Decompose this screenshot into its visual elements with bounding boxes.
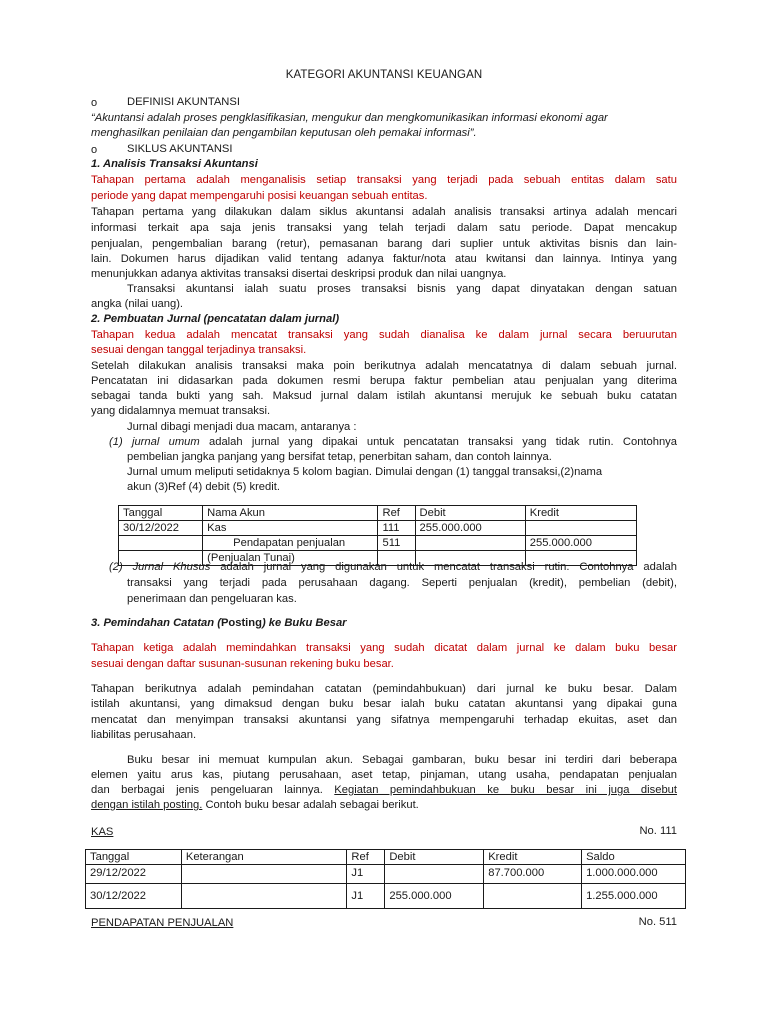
jurnal-khusus-label: (2) Jurnal Khusus bbox=[109, 561, 211, 573]
pendapatan-penjualan-label: PENDAPATAN PENJUALAN bbox=[91, 917, 234, 929]
journal-cell bbox=[415, 536, 525, 551]
ledger-cell: J1 bbox=[347, 884, 385, 909]
section-3-body2-2: elemen yaitu arus kas, piutang perusahaan, aset tetap, pinjaman, utang usaha, pendapatan penjualan bbox=[91, 769, 677, 781]
section-1-body2-1: Transaksi akuntansi ialah suatu proses transaksi bisnis yang dapat dinyatakan dengan satuan bbox=[127, 283, 677, 295]
section-3-heading-b: Posting bbox=[220, 617, 262, 629]
jurnal-umum-text-3: Jurnal umum meliputi setidaknya 5 kolom bagian. Dimulai dengan (1) tanggal transaksi,(2)nama bbox=[127, 466, 603, 478]
journal-header-cell: Ref bbox=[378, 506, 415, 521]
table-row bbox=[119, 521, 637, 536]
journal-header-cell: Debit bbox=[415, 506, 525, 521]
jurnal-khusus-line-1 bbox=[109, 560, 677, 575]
ledger-table-header bbox=[86, 850, 686, 865]
ledger-cell: 30/12/2022 bbox=[86, 884, 182, 909]
section-1-body2-2: angka (nilai uang). bbox=[91, 298, 184, 310]
definisi-text-2: menghasilkan penilaian dan pengambilan keputusan oleh pemakai informasi”. bbox=[91, 127, 477, 139]
section-3-body-2: istilah akuntansi, yang dimaksud dengan buku besar ialah buku catatan akuntansi yang dipakai guna bbox=[91, 698, 677, 710]
section-3-body2-3a: dan berbagai jenis pengeluaran lainnya. bbox=[91, 784, 323, 796]
ledger-header-cell: Kredit bbox=[484, 850, 582, 865]
jurnal-umum-label: (1) jurnal umum bbox=[109, 436, 200, 448]
section-1-body-3: penjualan, pengembalian barang (retur), pemasanan barang dari suplier untuk aktivitas bisnis dan lain- bbox=[91, 238, 677, 250]
section-3-heading-a: 3. Pemindahan Catatan ( bbox=[91, 617, 221, 629]
section-3-body-1: Tahapan berikutnya adalah pemindahan catatan (pemindahbukuan) dari jurnal ke buku besar. Dalam bbox=[91, 683, 677, 695]
section-1-body-1: Tahapan pertama yang dilakukan dalam siklus akuntansi adalah analisis transaksi artinya adalah mencari bbox=[91, 206, 677, 218]
ledger-cell: 29/12/2022 bbox=[86, 865, 182, 884]
ledger-header-cell: Debit bbox=[385, 850, 484, 865]
section-3-heading bbox=[91, 616, 347, 631]
bullet-definisi: o bbox=[91, 97, 98, 109]
ledger-table-kas bbox=[85, 849, 686, 909]
section-3-body-4: liabilitas perusahaan. bbox=[91, 729, 197, 741]
ledger-header-cell: Saldo bbox=[582, 850, 686, 865]
section-3-heading-c: ) ke Buku Besar bbox=[261, 617, 347, 629]
journal-cell: 511 bbox=[378, 536, 415, 551]
kas-number: No. 111 bbox=[639, 825, 677, 837]
journal-cell: 255.000.000 bbox=[525, 536, 636, 551]
journal-header-cell: Tanggal bbox=[119, 506, 203, 521]
section-1-body-5: menunjukkan adanya aktivitas transaksi disertai deskripsi produk dan nilai uangnya. bbox=[91, 268, 507, 280]
journal-header-cell: Kredit bbox=[525, 506, 636, 521]
ledger-cell: 1.000.000.000 bbox=[582, 865, 686, 884]
section-2-red-2: sesuai dengan tanggal terjadinya transaksi. bbox=[91, 344, 307, 356]
journal-cell: Pendapatan penjualan bbox=[203, 536, 378, 551]
section-1-body-4: lain. Dokumen harus dijadikan valid tentang adanya faktur/nota atau kwitansi dan lainnya. Intinya yang bbox=[91, 253, 677, 265]
section-1-heading: 1. Analisis Transaksi Akuntansi bbox=[91, 158, 258, 170]
ledger-cell: J1 bbox=[347, 865, 385, 884]
journal-cell: (Penjualan Tunai) bbox=[203, 551, 378, 566]
ledger-header-cell: Tanggal bbox=[86, 850, 182, 865]
bullet-siklus: o bbox=[91, 144, 98, 156]
table-row bbox=[86, 865, 686, 884]
definisi-heading: DEFINISI AKUNTANSI bbox=[127, 96, 240, 108]
section-2-body-3: sebagai tanda bukti yang sah. Maksud jurnal dalam istilah akuntansi merujuk ke sebuah buku catatan bbox=[91, 390, 677, 402]
ledger-cell: 87.700.000 bbox=[484, 865, 582, 884]
section-3-body2-1: Buku besar ini memuat kumpulan akun. Sebagai gambaran, buku besar ini terdiri dari beberapa bbox=[127, 754, 677, 766]
section-2-body-1: Setelah dilakukan analisis transaksi maka poin berikutnya adalah mencatatnya di dalam sebuah jurnal. bbox=[91, 360, 677, 372]
section-1-red-2: periode yang dapat mempengaruhi posisi keuangan sebuah entitas. bbox=[91, 190, 428, 202]
ledger-cell: 1.255.000.000 bbox=[582, 884, 686, 909]
journal-header-cell: Nama Akun bbox=[203, 506, 378, 521]
section-3-body2-3 bbox=[91, 783, 677, 798]
siklus-heading: SIKLUS AKUNTANSI bbox=[127, 143, 233, 155]
section-3-red-1: Tahapan ketiga adalah memindahkan transaksi yang sudah dicatat dalam jurnal ke dalam buku besar bbox=[91, 642, 677, 654]
kas-label: KAS bbox=[91, 826, 114, 838]
jurnal-khusus-text-1: adalah jurnal yang digunakan untuk mencatat transaksi rutin. Contohnya adalah bbox=[210, 561, 677, 573]
journal-table-header bbox=[119, 506, 637, 521]
posting-link-1: Kegiatan pemindahbukuan ke buku besar ini juga disebut bbox=[334, 784, 678, 796]
journal-cell: 111 bbox=[378, 521, 415, 536]
ledger-cell: 255.000.000 bbox=[385, 884, 484, 909]
ledger-cell bbox=[181, 884, 347, 909]
jurnal-umum-text-1: adalah jurnal yang dipakai untuk pencatatan transaksi yang tidak rutin. Contohnya bbox=[199, 436, 678, 448]
jurnal-khusus-text-2: transaksi yang terjadi pada perusahaan dagang. Seperti penjualan (kredit), pembelian (debit), bbox=[127, 577, 677, 589]
ledger-cell bbox=[385, 865, 484, 884]
section-1-red-1: Tahapan pertama adalah menganalisis setiap transaksi yang terjadi pada sebuah entitas dalam satu bbox=[91, 174, 677, 186]
journal-table bbox=[118, 505, 637, 566]
definisi-text-1: “Akuntansi adalah proses pengklasifikasian, mengukur dan mengkomunikasikan informasi ekonomi agar bbox=[91, 112, 608, 124]
ledger-cell bbox=[181, 865, 347, 884]
journal-cell: Kas bbox=[203, 521, 378, 536]
journal-cell bbox=[119, 536, 203, 551]
jurnal-umum-text-4: akun (3)Ref (4) debit (5) kredit. bbox=[127, 481, 280, 493]
section-3-red-2: sesuai dengan daftar susunan-susunan rekening buku besar. bbox=[91, 658, 394, 670]
section-3-body-3: mencatat dan menyimpan transaksi akuntansi yang sifatnya mempengaruhi terhadap ekuitas, aset dan bbox=[91, 714, 677, 726]
jurnal-khusus-text-3: penerimaan dan pengeluaran kas. bbox=[127, 593, 297, 605]
jurnal-umum-text-2: pembelian jangka panjang yang bersifat tetap, penerbitan saham, dan contoh lainnya. bbox=[127, 451, 552, 463]
table-row bbox=[86, 884, 686, 909]
page-title: KATEGORI AKUNTANSI KEUANGAN bbox=[285, 69, 483, 81]
posting-link-2: dengan istilah posting. bbox=[91, 799, 203, 811]
jurnal-umum-line-1 bbox=[109, 435, 677, 450]
section-2-body-4: yang didalamnya memuat transaksi. bbox=[91, 405, 271, 417]
journal-cell bbox=[525, 521, 636, 536]
ledger-header-cell: Ref bbox=[347, 850, 385, 865]
section-3-body2-4 bbox=[91, 798, 419, 813]
section-1-body-2: informasi terkait apa saja jenis transaksi yang telah terjadi dalam satu periode. Dapat mencakup bbox=[91, 222, 677, 234]
ledger-cell bbox=[484, 884, 582, 909]
jurnal-dibagi: Jurnal dibagi menjadi dua macam, antaranya : bbox=[127, 421, 357, 433]
table-row bbox=[119, 536, 637, 551]
journal-cell: 30/12/2022 bbox=[119, 521, 203, 536]
journal-cell: 255.000.000 bbox=[415, 521, 525, 536]
section-3-tail: Contoh buku besar adalah sebagai berikut. bbox=[202, 799, 419, 811]
section-2-red-1: Tahapan kedua adalah mencatat transaksi yang sudah dianalisa ke dalam jurnal secara beruurutan bbox=[91, 329, 677, 341]
section-2-heading: 2. Pembuatan Jurnal (pencatatan dalam jurnal) bbox=[91, 313, 340, 325]
ledger-header-cell: Keterangan bbox=[181, 850, 347, 865]
section-2-body-2: Pencatatan ini didasarkan pada dokumen resmi berupa faktur pembelian atau penjualan yang diterima bbox=[91, 375, 677, 387]
pendapatan-penjualan-number: No. 511 bbox=[638, 916, 677, 928]
